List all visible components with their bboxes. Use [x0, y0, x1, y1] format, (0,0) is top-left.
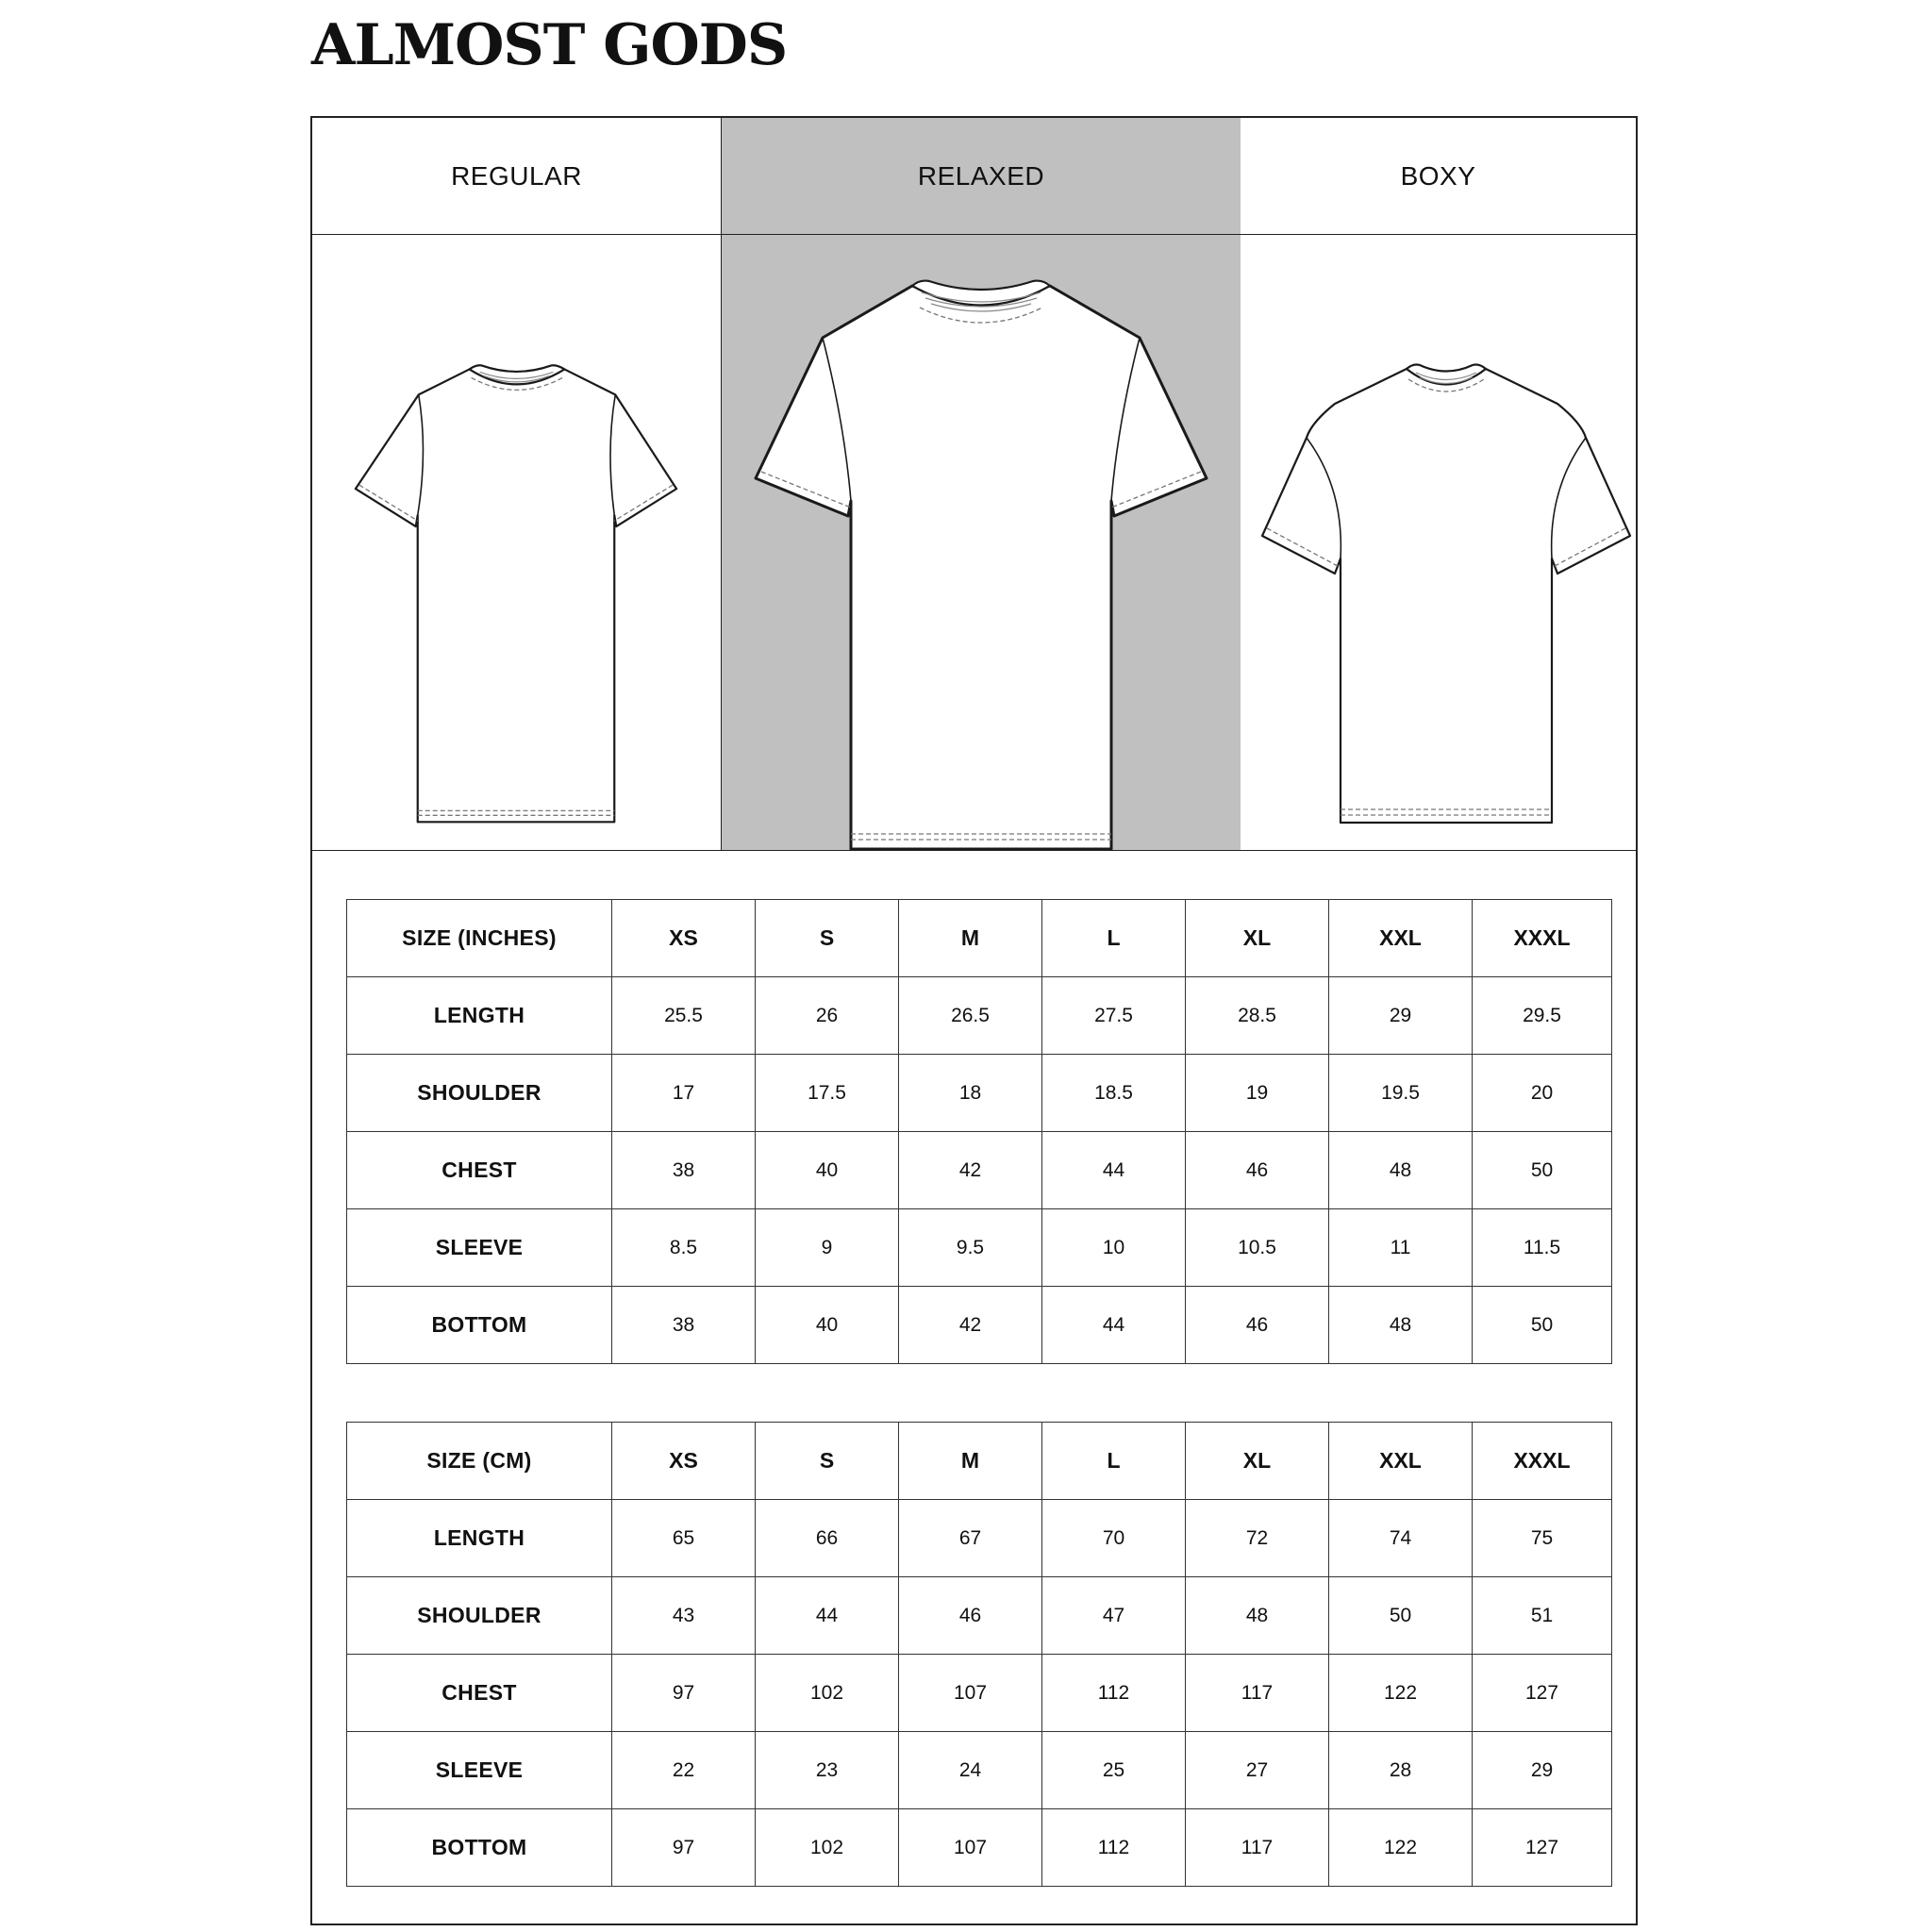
size-table-cm	[346, 1422, 1612, 1887]
measurement-value: 67	[899, 1500, 1042, 1577]
measurement-value: 29	[1329, 977, 1473, 1055]
measurement-value: 112	[1042, 1655, 1186, 1732]
size-column-header: M	[899, 900, 1042, 977]
measurement-value: 46	[1186, 1132, 1329, 1209]
measurement-value: 47	[1042, 1577, 1186, 1655]
measurement-value: 44	[1042, 1287, 1186, 1364]
measurement-value: 28	[1329, 1732, 1473, 1809]
measurement-value: 18.5	[1042, 1055, 1186, 1132]
measurement-value: 38	[612, 1132, 756, 1209]
size-table-inches	[346, 899, 1612, 1364]
measurement-label: SLEEVE	[347, 1209, 612, 1287]
measurement-label: BOTTOM	[347, 1287, 612, 1364]
measurement-value: 11	[1329, 1209, 1473, 1287]
size-column-header: XXXL	[1473, 1423, 1612, 1500]
measurement-value: 102	[756, 1809, 899, 1887]
size-header-row	[347, 900, 1612, 977]
header-divider	[312, 234, 1636, 235]
fit-label-regular: REGULAR	[451, 160, 582, 191]
measurement-value: 10.5	[1186, 1209, 1329, 1287]
measurement-value: 117	[1186, 1655, 1329, 1732]
measurement-value: 28.5	[1186, 977, 1329, 1055]
fit-column-regular	[312, 118, 722, 850]
measurement-value: 43	[612, 1577, 756, 1655]
measurement-value: 25.5	[612, 977, 756, 1055]
measurement-value: 18	[899, 1055, 1042, 1132]
measurement-value: 26	[756, 977, 899, 1055]
measurement-value: 11.5	[1473, 1209, 1612, 1287]
size-column-header: S	[756, 900, 899, 977]
size-column-header: XS	[612, 1423, 756, 1500]
measurement-value: 51	[1473, 1577, 1612, 1655]
measurement-value: 117	[1186, 1809, 1329, 1887]
measurement-value: 44	[1042, 1132, 1186, 1209]
brand-logo: ALMOST GODS	[311, 12, 788, 78]
measurement-value: 50	[1473, 1132, 1612, 1209]
size-column-header: XL	[1186, 1423, 1329, 1500]
measurement-value: 24	[899, 1732, 1042, 1809]
measurement-value: 40	[756, 1287, 899, 1364]
size-column-header: L	[1042, 900, 1186, 977]
measurement-value: 44	[756, 1577, 899, 1655]
fit-column-boxy	[1241, 118, 1636, 850]
measurement-value: 46	[1186, 1287, 1329, 1364]
measurement-value: 70	[1042, 1500, 1186, 1577]
measurement-value: 19.5	[1329, 1055, 1473, 1132]
measurement-value: 74	[1329, 1500, 1473, 1577]
measurement-value: 46	[899, 1577, 1042, 1655]
measurement-value: 9	[756, 1209, 899, 1287]
fit-label-boxy: BOXY	[1400, 160, 1476, 191]
measurement-value: 17.5	[756, 1055, 899, 1132]
size-guide-frame	[310, 116, 1638, 1925]
measurement-value: 48	[1329, 1287, 1473, 1364]
measurement-value: 20	[1473, 1055, 1612, 1132]
measurement-value: 10	[1042, 1209, 1186, 1287]
measurement-value: 112	[1042, 1809, 1186, 1887]
measurement-value: 22	[612, 1732, 756, 1809]
measurement-label: CHEST	[347, 1655, 612, 1732]
measurement-row	[347, 1287, 1612, 1364]
measurement-value: 102	[756, 1655, 899, 1732]
measurement-row	[347, 1500, 1612, 1577]
measurement-value: 42	[899, 1287, 1042, 1364]
size-column-header: XL	[1186, 900, 1329, 977]
measurement-value: 23	[756, 1732, 899, 1809]
measurement-row	[347, 1209, 1612, 1287]
measurement-value: 48	[1329, 1132, 1473, 1209]
measurement-value: 26.5	[899, 977, 1042, 1055]
measurement-value: 122	[1329, 1809, 1473, 1887]
size-column-header: XXXL	[1473, 900, 1612, 977]
size-unit-header: SIZE (CM)	[347, 1423, 612, 1500]
measurement-row	[347, 1732, 1612, 1809]
measurement-row	[347, 1577, 1612, 1655]
measurement-value: 50	[1473, 1287, 1612, 1364]
measurement-value: 127	[1473, 1655, 1612, 1732]
measurement-row	[347, 977, 1612, 1055]
measurement-value: 75	[1473, 1500, 1612, 1577]
measurement-value: 50	[1329, 1577, 1473, 1655]
measurement-value: 107	[899, 1809, 1042, 1887]
measurement-row	[347, 1809, 1612, 1887]
size-column-header: S	[756, 1423, 899, 1500]
size-header-row	[347, 1423, 1612, 1500]
size-column-header: L	[1042, 1423, 1186, 1500]
measurement-value: 65	[612, 1500, 756, 1577]
relaxed-tshirt-icon	[722, 234, 1241, 850]
fit-column-relaxed	[722, 118, 1241, 850]
size-column-header: XXL	[1329, 1423, 1473, 1500]
measurement-label: CHEST	[347, 1132, 612, 1209]
measurement-value: 19	[1186, 1055, 1329, 1132]
measurement-value: 42	[899, 1132, 1042, 1209]
measurement-value: 97	[612, 1809, 756, 1887]
measurement-value: 107	[899, 1655, 1042, 1732]
measurement-value: 25	[1042, 1732, 1186, 1809]
measurement-value: 40	[756, 1132, 899, 1209]
measurement-label: SLEEVE	[347, 1732, 612, 1809]
measurement-value: 97	[612, 1655, 756, 1732]
measurement-value: 72	[1186, 1500, 1329, 1577]
fit-label-relaxed: RELAXED	[917, 160, 1045, 191]
measurement-value: 38	[612, 1287, 756, 1364]
measurement-value: 9.5	[899, 1209, 1042, 1287]
measurement-value: 17	[612, 1055, 756, 1132]
boxy-tshirt-icon	[1241, 234, 1636, 850]
measurement-value: 8.5	[612, 1209, 756, 1287]
measurement-value: 66	[756, 1500, 899, 1577]
measurement-value: 29.5	[1473, 977, 1612, 1055]
measurement-row	[347, 1055, 1612, 1132]
size-unit-header: SIZE (INCHES)	[347, 900, 612, 977]
measurement-value: 127	[1473, 1809, 1612, 1887]
size-column-header: XXL	[1329, 900, 1473, 977]
measurement-value: 48	[1186, 1577, 1329, 1655]
measurement-value: 29	[1473, 1732, 1612, 1809]
measurement-row	[347, 1132, 1612, 1209]
size-column-header: XS	[612, 900, 756, 977]
measurement-value: 27.5	[1042, 977, 1186, 1055]
measurement-value: 122	[1329, 1655, 1473, 1732]
measurement-value: 27	[1186, 1732, 1329, 1809]
measurement-label: SHOULDER	[347, 1577, 612, 1655]
size-column-header: M	[899, 1423, 1042, 1500]
regular-tshirt-icon	[312, 234, 721, 850]
measurement-label: SHOULDER	[347, 1055, 612, 1132]
measurement-label: BOTTOM	[347, 1809, 612, 1887]
measurement-row	[347, 1655, 1612, 1732]
measurement-label: LENGTH	[347, 977, 612, 1055]
section-divider	[312, 850, 1636, 851]
measurement-label: LENGTH	[347, 1500, 612, 1577]
